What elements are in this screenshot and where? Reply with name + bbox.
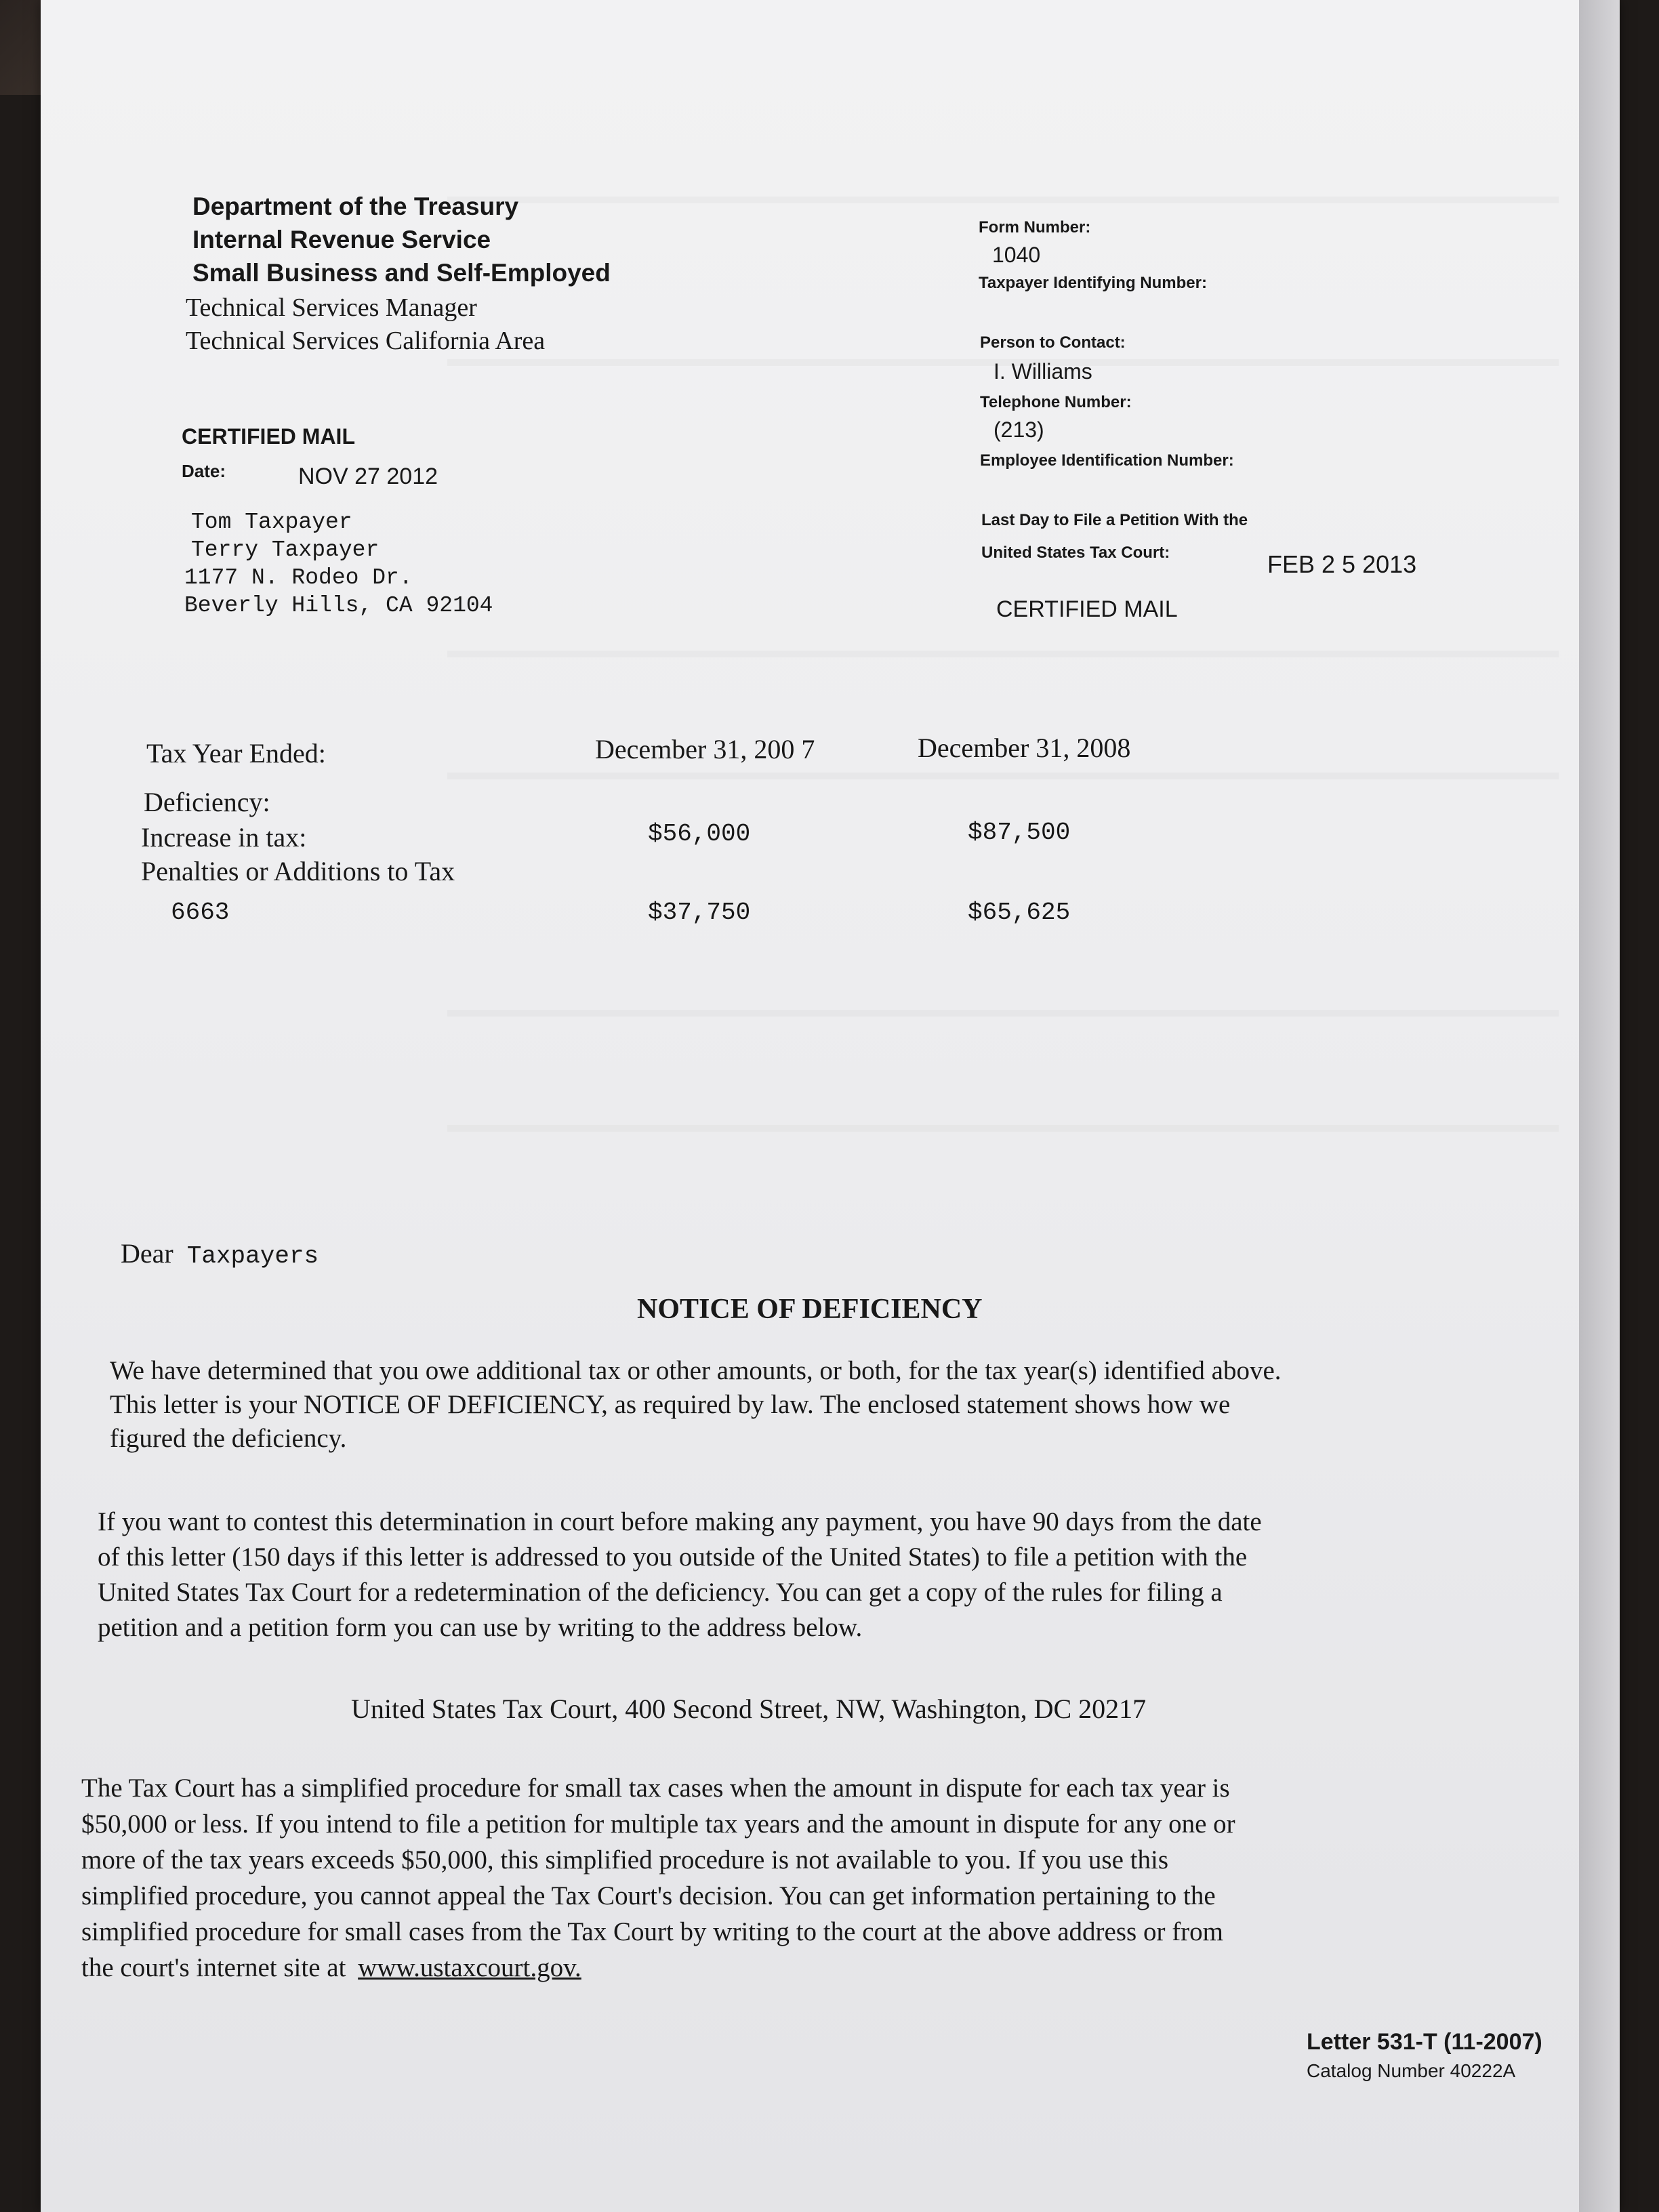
show-through (447, 1125, 1559, 1132)
paragraph-line: more of the tax years exceeds $50,000, this simplified procedure is not available to you. If you use this (81, 1845, 1169, 1875)
penalties-label: Penalties or Additions to Tax (141, 856, 455, 886)
paragraph-line: $50,000 or less. If you intend to file a petition for multiple tax years and the amount in dispute for any one or (81, 1809, 1235, 1839)
notice-title: NOTICE OF DEFICIENCY (637, 1294, 983, 1325)
date-label: Date: (182, 461, 226, 481)
increase-2008: $87,500 (968, 819, 1071, 846)
office-line: Technical Services California Area (186, 327, 546, 355)
increase-label: Increase in tax: (141, 822, 307, 853)
office-block (186, 291, 545, 358)
paragraph-line: This letter is your NOTICE OF DEFICIENCY, as required by law. The enclosed statement shows how we (110, 1390, 1231, 1419)
phone-value: (213) (994, 417, 1044, 442)
paragraph-small-cases (81, 1770, 1235, 1986)
penalty-2007: $37,750 (648, 899, 751, 926)
petition-label: Last Day to File a Petition With the (981, 511, 1248, 529)
agency-line: Internal Revenue Service (192, 226, 491, 253)
paragraph-line: figured the deficiency. (110, 1424, 347, 1453)
letter-id: Letter 531-T (11-2007) (1307, 2029, 1542, 2055)
date-stamp: NOV 27 2012 (298, 464, 438, 489)
form-number-value: 1040 (992, 243, 1041, 267)
tax-year-2007: December 31, 200 7 (595, 734, 815, 764)
penalty-code: 6663 (171, 899, 230, 926)
agency-line: Department of the Treasury (192, 192, 519, 220)
petition-label: United States Tax Court: (981, 544, 1170, 562)
tax-court-address: United States Tax Court, 400 Second Street, NW, Washington, DC 20217 (351, 1694, 1147, 1724)
show-through (447, 197, 1559, 203)
paragraph-line: United States Tax Court for a redetermination of the deficiency. You can get a copy of the rules for filing a (98, 1578, 1223, 1607)
address-block (184, 508, 493, 619)
increase-2007: $56,000 (648, 820, 751, 848)
page-stack-edge (1579, 0, 1620, 2212)
paragraph-line: simplified procedure for small cases from the Tax Court by writing to the court at the above address or from (81, 1917, 1223, 1946)
certified-mail-label: CERTIFIED MAIL (996, 596, 1178, 622)
paragraph-line: If you want to contest this determination in court before making any payment, you have 90 days from the date (98, 1507, 1262, 1536)
deficiency-label: Deficiency: (144, 787, 270, 817)
address-line: 1177 N. Rodeo Dr. (184, 565, 413, 590)
paragraph-line: simplified procedure, you cannot appeal the Tax Court's decision. You can get information pertaining to the (81, 1881, 1216, 1910)
salutation-name: Taxpayers (186, 1242, 319, 1270)
penalty-2008: $65,625 (968, 899, 1071, 926)
show-through (447, 1010, 1559, 1017)
show-through (447, 651, 1559, 657)
contact-name: I. Williams (994, 359, 1092, 384)
paragraph-line: petition and a petition form you can use by writing to the address below. (98, 1613, 863, 1642)
phone-label: Telephone Number: (980, 393, 1132, 411)
agency-header (192, 190, 611, 289)
paragraph-line: of this letter (150 days if this letter is addressed to you outside of the United States) to file a petition with the (98, 1542, 1248, 1572)
letter-page (41, 0, 1620, 2212)
paragraph-contest (98, 1504, 1262, 1645)
employee-id-label: Employee Identification Number: (980, 451, 1234, 470)
tax-court-website-link[interactable]: www.ustaxcourt.gov. (358, 1953, 581, 1982)
paragraph-line: We have determined that you owe additional tax or other amounts, or both, for the tax year(s) identified above. (110, 1356, 1282, 1385)
paragraph-line: The Tax Court has a simplified procedure for small tax cases when the amount in dispute for each tax year is (81, 1774, 1230, 1803)
catalog-number: Catalog Number 40222A (1307, 2060, 1516, 2081)
tax-year-2008: December 31, 2008 (918, 733, 1131, 763)
form-number-label: Form Number: (979, 218, 1091, 237)
office-line: Technical Services Manager (186, 293, 477, 322)
tax-year-label: Tax Year Ended: (146, 738, 326, 769)
paragraph-line-prefix: the court's internet site at (81, 1953, 346, 1982)
certified-mail-label: CERTIFIED MAIL (182, 424, 355, 449)
salutation-word: Dear (121, 1238, 173, 1269)
tin-label: Taxpayer Identifying Number: (979, 274, 1207, 292)
address-line: Tom Taxpayer (191, 510, 352, 535)
agency-line: Small Business and Self-Employed (192, 259, 611, 287)
petition-deadline-stamp: FEB 2 5 2013 (1267, 550, 1417, 578)
address-line: Beverly Hills, CA 92104 (184, 593, 493, 618)
salutation (121, 1237, 319, 1270)
contact-label: Person to Contact: (980, 333, 1126, 352)
address-line: Terry Taxpayer (191, 537, 380, 562)
paragraph-determination (110, 1354, 1282, 1456)
show-through (447, 773, 1559, 779)
paragraph-line (81, 1950, 1235, 1986)
